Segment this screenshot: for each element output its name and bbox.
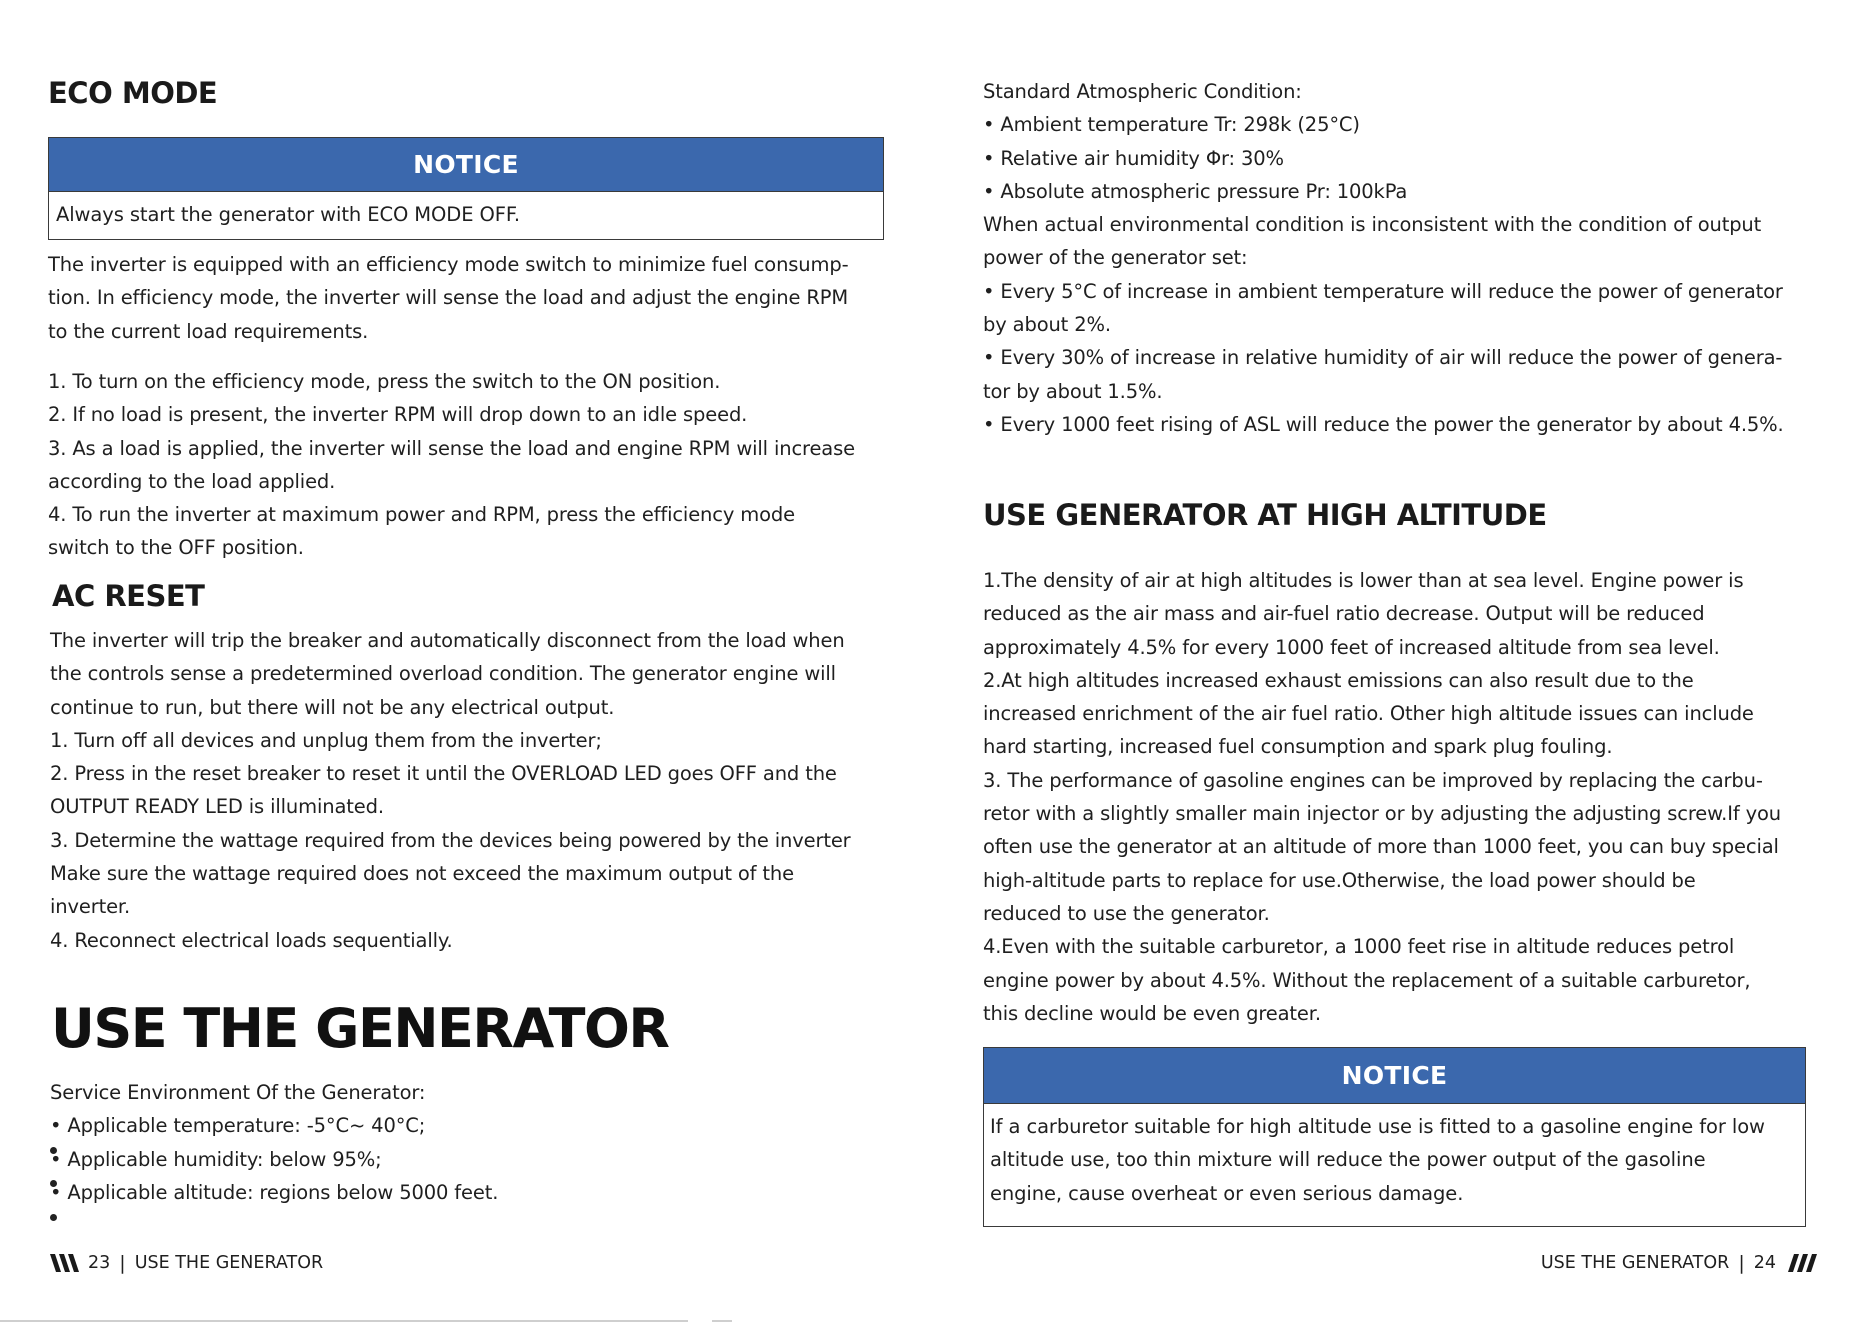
service-environment: [50, 1076, 850, 1209]
eco-intro: [48, 248, 898, 348]
bullet-dot: [50, 1214, 57, 1221]
eco-step-line: 3. As a load is applied, the inverter will sense the load and engine RPM will increase: [48, 436, 855, 460]
alt-line: hard starting, increased fuel consumption and spark plug fouling.: [983, 735, 1613, 759]
footer-section: USE THE GENERATOR: [134, 1253, 324, 1273]
notice-line: If a carburetor suitable for high altitude use is fitted to a gasoline engine for low: [990, 1115, 1765, 1138]
standard-conditions: [983, 75, 1833, 441]
ac-line: inverter.: [50, 895, 131, 919]
alt-line: reduced as the air mass and air-fuel ratio decrease. Output will be reduced: [983, 602, 1705, 626]
notice-line: altitude use, too thin mixture will reduce the power output of the gasoline: [990, 1148, 1706, 1172]
ac-line: continue to run, but there will not be any electrical output.: [50, 695, 615, 719]
alt-line: 4.Even with the suitable carburetor, a 1000 feet rise in altitude reduces petrol: [983, 935, 1735, 959]
ac-line: 2. Press in the reset breaker to reset it until the OVERLOAD LED goes OFF and the: [50, 762, 837, 786]
service-item: • Applicable humidity: below 95%;: [50, 1143, 850, 1176]
bullet-dot: [50, 1180, 57, 1187]
ac-line: 3. Determine the wattage required from the devices being powered by the inverter: [50, 828, 851, 852]
page-number: 23: [88, 1253, 111, 1273]
notice-title: NOTICE: [49, 138, 883, 192]
alt-line: engine power by about 4.5%. Without the replacement of a suitable carburetor,: [983, 968, 1751, 992]
alt-line: increased enrichment of the air fuel ratio. Other high altitude issues can include: [983, 702, 1754, 726]
notice-text: Always start the generator with ECO MODE OFF.: [56, 203, 520, 226]
ac-line: Make sure the wattage required does not exceed the maximum output of the: [50, 862, 794, 886]
use-generator-heading: USE THE GENERATOR: [51, 997, 669, 1060]
effect-line: • Every 30% of increase in relative humidity of air will reduce the power of genera-: [983, 346, 1783, 370]
notice-box-altitude: [983, 1047, 1806, 1227]
inconsistent-line: When actual environmental condition is inconsistent with the condition of output: [983, 213, 1762, 237]
eco-intro-line: tion. In efficiency mode, the inverter will sense the load and adjust the engine RPM: [48, 286, 849, 310]
page-number: 24: [1753, 1253, 1776, 1273]
footer-separator: |: [1738, 1252, 1745, 1274]
service-title: Service Environment Of the Generator:: [50, 1081, 426, 1104]
alt-line: high-altitude parts to replace for use.Otherwise, the load power should be: [983, 868, 1696, 892]
eco-step-line: according to the load applied.: [48, 469, 336, 493]
high-altitude-heading: USE GENERATOR AT HIGH ALTITUDE: [983, 498, 1547, 532]
eco-step-line: 2. If no load is present, the inverter RPM will drop down to an idle speed.: [48, 403, 748, 427]
footer-section: USE THE GENERATOR: [1540, 1253, 1730, 1273]
alt-line: retor with a slightly smaller main injector or by adjusting the adjusting screw.If you: [983, 802, 1781, 826]
effect-line: • Every 5°C of increase in ambient temperature will reduce the power of generator: [983, 279, 1783, 303]
bottom-rule: [712, 1320, 732, 1322]
notice-line: engine, cause overheat or even serious damage.: [990, 1181, 1464, 1205]
effect-line: by about 2%.: [983, 313, 1111, 337]
std-item: • Absolute atmospheric pressure Pr: 100kPa: [983, 175, 1833, 208]
alt-line: 3. The performance of gasoline engines can be improved by replacing the carbu-: [983, 768, 1763, 792]
eco-step-line: 4. To run the inverter at maximum power and RPM, press the efficiency mode: [48, 503, 795, 527]
alt-line: reduced to use the generator.: [983, 901, 1270, 925]
eco-mode-heading: ECO MODE: [48, 76, 218, 110]
ac-line: The inverter will trip the breaker and automatically disconnect from the load when: [50, 629, 845, 652]
alt-line: approximately 4.5% for every 1000 feet of increased altitude from sea level.: [983, 635, 1720, 659]
eco-step-line: switch to the OFF position.: [48, 536, 304, 560]
bullet-dot: [50, 1147, 57, 1154]
ac-line: 4. Reconnect electrical loads sequentially.: [50, 928, 453, 952]
service-item: • Applicable temperature: -5°C~ 40°C;: [50, 1109, 850, 1142]
notice-title: NOTICE: [984, 1048, 1805, 1104]
slashes-icon: [50, 1254, 80, 1272]
ac-line: 1. Turn off all devices and unplug them from the inverter;: [50, 728, 602, 752]
alt-line: this decline would be even greater.: [983, 1001, 1321, 1025]
high-altitude-body: [983, 564, 1833, 1030]
footer-left: [50, 1252, 323, 1274]
ac-line: the controls sense a predetermined overload condition. The generator engine will: [50, 662, 836, 686]
inconsistent-line: power of the generator set:: [983, 246, 1248, 270]
eco-steps: [48, 365, 898, 565]
notice-text: [984, 1104, 1805, 1216]
alt-line: 1.The density of air at high altitudes is lower than at sea level. Engine power is: [983, 569, 1744, 592]
alt-line: 2.At high altitudes increased exhaust emissions can also result due to the: [983, 668, 1694, 692]
slashes-icon: [1788, 1254, 1818, 1272]
effect-line: • Every 1000 feet rising of ASL will reduce the power the generator by about 4.5%.: [983, 412, 1784, 436]
ac-line: OUTPUT READY LED is illuminated.: [50, 795, 384, 819]
std-item: • Ambient temperature Tr: 298k (25°C): [983, 108, 1833, 141]
service-item: • Applicable altitude: regions below 5000 feet.: [50, 1176, 850, 1209]
eco-step-line: 1. To turn on the efficiency mode, press the switch to the ON position.: [48, 370, 721, 393]
effect-line: tor by about 1.5%.: [983, 379, 1163, 403]
alt-line: often use the generator at an altitude of more than 1000 feet, you can buy special: [983, 835, 1779, 859]
footer-right: [1541, 1252, 1818, 1274]
std-item: • Relative air humidity Φr: 30%: [983, 142, 1833, 175]
ac-reset-heading: AC RESET: [52, 579, 205, 613]
std-title: Standard Atmospheric Condition:: [983, 80, 1302, 103]
ac-reset-body: [50, 624, 900, 957]
footer-separator: |: [119, 1252, 126, 1274]
bottom-rule: [0, 1320, 688, 1322]
notice-box-eco: [48, 137, 884, 240]
eco-intro-line: to the current load requirements.: [48, 319, 369, 343]
eco-intro-line: The inverter is equipped with an efficiency mode switch to minimize fuel consump-: [48, 253, 849, 276]
